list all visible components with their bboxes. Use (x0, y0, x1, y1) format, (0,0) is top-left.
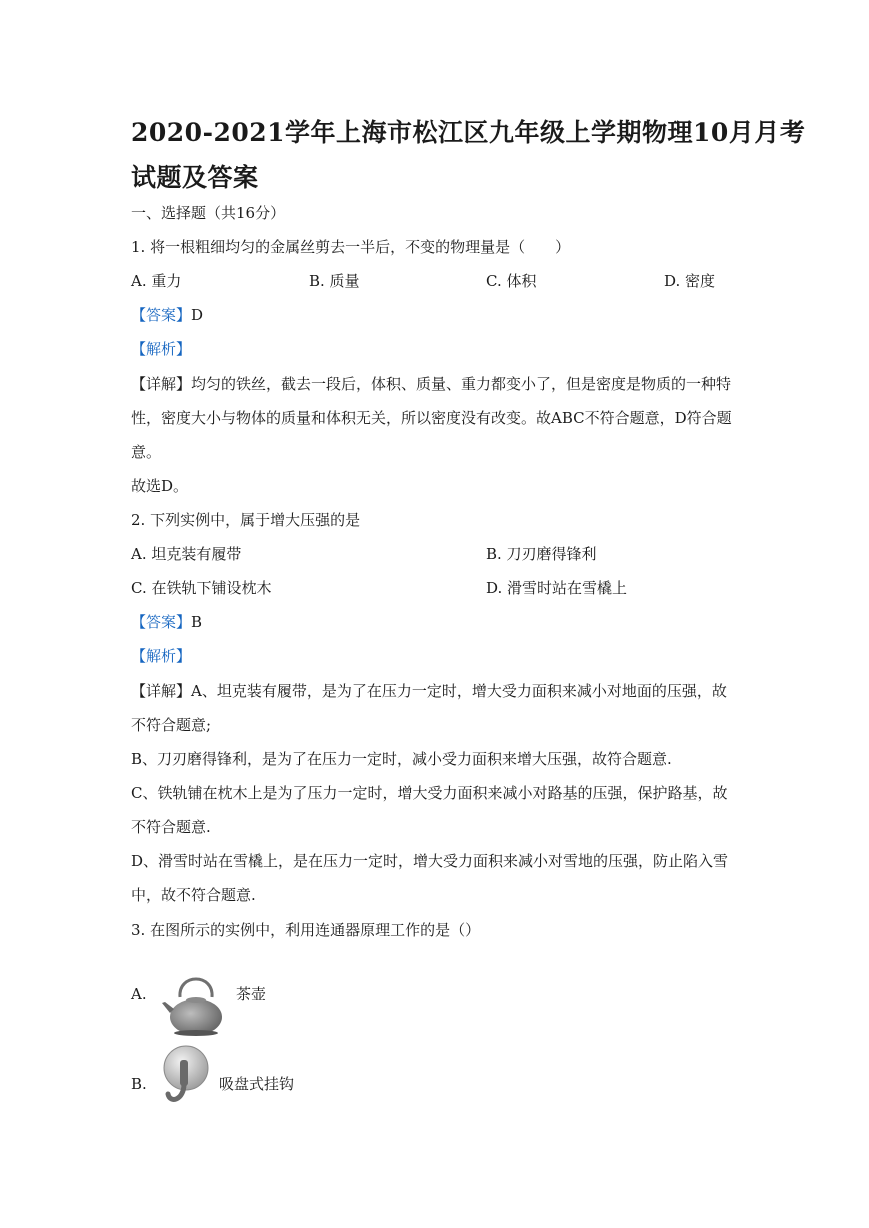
q3-option-a-letter: A. (131, 985, 147, 1003)
q2-option-c: C. 在铁轨下铺设枕木 (131, 579, 272, 597)
doc-title-line-2: 试题及答案 (131, 163, 259, 192)
q1-answer-line (131, 305, 203, 325)
q1-detail-text-1: 均匀的铁丝，截去一段后，体积、质量、重力都变小了，但是密度是物质的一种特 (191, 375, 732, 393)
q1-detail-line-3: 意。 (131, 443, 162, 461)
q2-option-b: B. 刀刃磨得锋利 (486, 545, 597, 563)
section-heading: 一、选择题（共16分） (131, 204, 286, 222)
q2-detail-line-6: D、滑雪时站在雪橇上，是在压力一定时，增大受力面积来减小对雪地的压强，防止陷入雪 (131, 852, 729, 870)
teapot-image (160, 955, 232, 1039)
q1-option-d: D. 密度 (664, 272, 716, 290)
q1-option-c: C. 体积 (486, 272, 537, 290)
q2-detail-line-1 (131, 681, 727, 701)
suction-hook-image (158, 1044, 210, 1118)
answer-tag: 【答案】 (131, 306, 192, 324)
q2-answer-line (131, 612, 202, 632)
suction-hook-icon (158, 1044, 210, 1118)
q2-detail-line-5: 不符合题意. (131, 818, 211, 836)
q1-stem: 1. 将一根粗细均匀的金属丝剪去一半后，不变的物理量是（ ） (131, 238, 571, 256)
doc-title-line-1: 2020-2021学年上海市松江区九年级上学期物理10月月考 (131, 118, 806, 147)
q2-detail-line-2: 不符合题意; (131, 716, 212, 734)
q2-detail-line-7: 中，故不符合题意. (131, 886, 256, 904)
q2-answer-value: B (191, 613, 203, 631)
q1-detail-line-1 (131, 374, 731, 394)
q1-detail-line-2: 性，密度大小与物体的质量和体积无关，所以密度没有改变。故ABC不符合题意，D符合题 (131, 409, 732, 427)
q3-option-b-letter: B. (131, 1075, 147, 1093)
answer-tag: 【答案】 (131, 613, 192, 631)
q3-stem: 3. 在图所示的实例中，利用连通器原理工作的是（） (131, 921, 481, 939)
q2-analysis-tag: 【解析】 (131, 647, 192, 665)
q1-answer-value: D (191, 306, 204, 324)
q3-option-b-label: 吸盘式挂钩 (219, 1075, 295, 1093)
q2-option-d: D. 滑雪时站在雪橇上 (486, 579, 628, 597)
q2-detail-line-3: B、刀刃磨得锋利，是为了在压力一定时，减小受力面积来增大压强，故符合题意. (131, 750, 672, 768)
detail-tag: 【详解】 (131, 375, 192, 393)
q1-analysis-tag: 【解析】 (131, 340, 192, 358)
detail-tag: 【详解】 (131, 682, 192, 700)
q2-stem: 2. 下列实例中，属于增大压强的是 (131, 511, 361, 529)
q1-option-b: B. 质量 (309, 272, 360, 290)
q2-detail-line-4: C、铁轨铺在枕木上是为了压力一定时，增大受力面积来减小对路基的压强，保护路基，故 (131, 784, 728, 802)
teapot-icon (160, 955, 232, 1039)
q2-detail-text-1: A、坦克装有履带，是为了在压力一定时，增大受力面积来减小对地面的压强，故 (191, 682, 727, 700)
q1-conclusion: 故选D。 (131, 477, 189, 495)
q2-option-a: A. 坦克装有履带 (131, 545, 242, 563)
q3-option-a-label: 茶壶 (236, 985, 267, 1003)
q1-option-a: A. 重力 (131, 272, 182, 290)
